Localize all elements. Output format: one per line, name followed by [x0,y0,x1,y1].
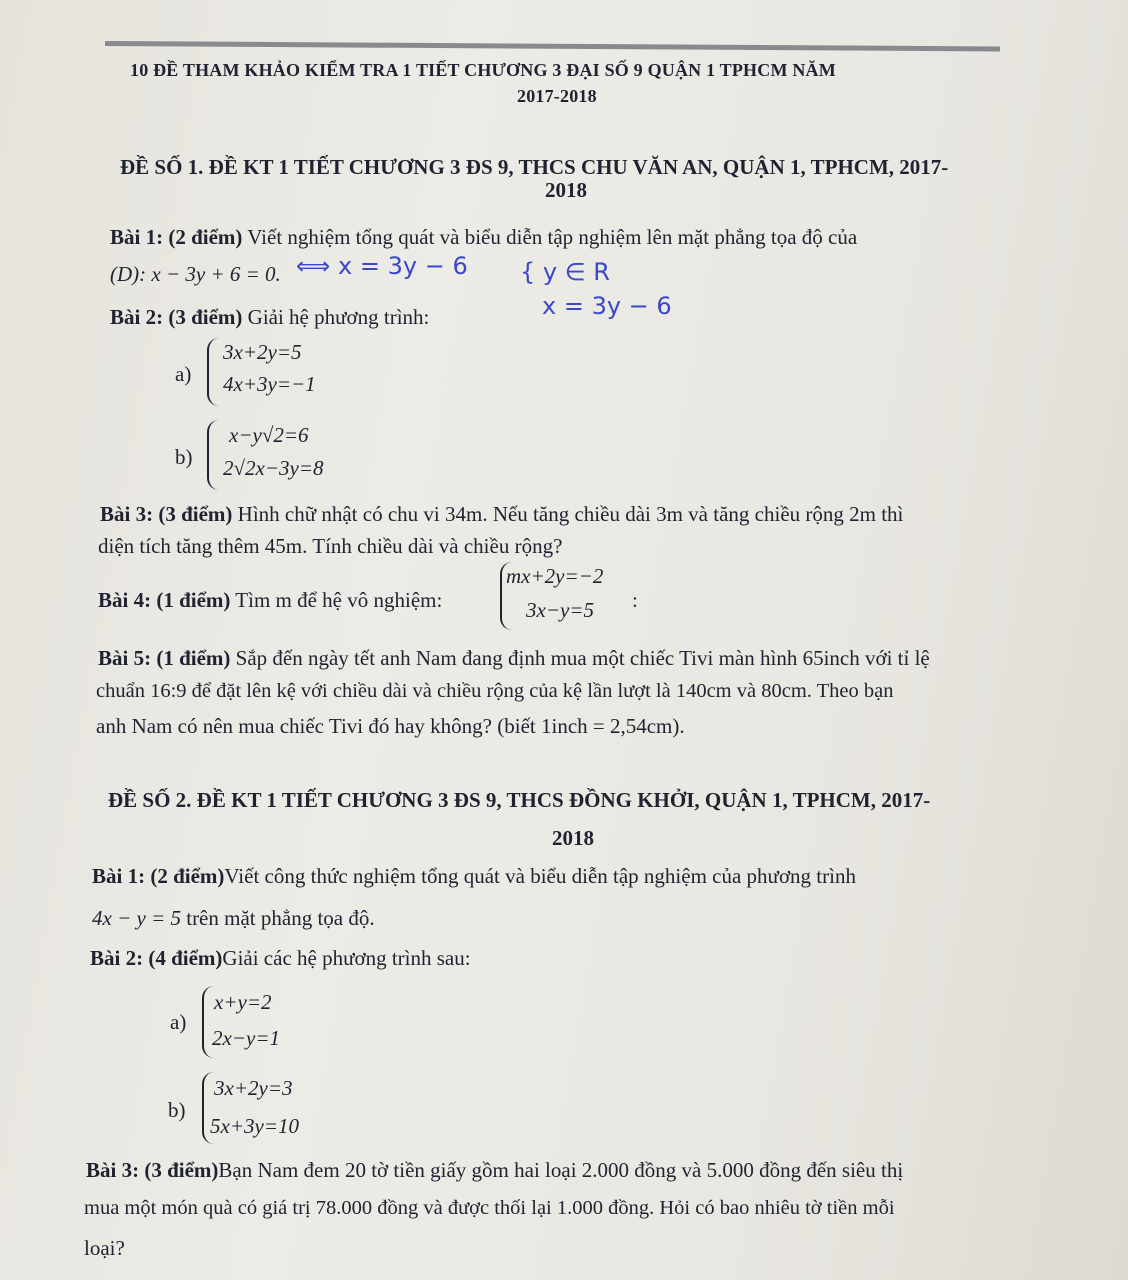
exam1-bai4 [98,588,442,613]
exam1-bai1-text: Viết nghiệm tổng quát và biểu diễn tập nghiệm lên mặt phẳng tọa độ của [242,225,858,249]
exam1-part-b-label: b) [175,445,193,469]
exam1-bai3-text1: Hình chữ nhật có chu vi 34m. Nếu tăng chiều dài 3m và tăng chiều rộng 2m thì [232,502,904,526]
exam1-bai5-text2: chuẩn 16:9 để đặt lên kệ với chiều dài và chiều rộng của kệ lần lượt là 140cm và 80cm. Theo bạn [96,680,894,702]
exam2-system-a [202,986,342,1058]
exam1-heading: ĐỀ SỐ 1. ĐỀ KT 1 TIẾT CHƯƠNG 3 ĐS 9, THCS CHU VĂN AN, QUẬN 1, TPHCM, 2017- [120,155,949,179]
exam2-part-b-label: b) [168,1098,186,1122]
handwritten-note-1: ⟺ x = 3y − 6 [296,252,468,280]
exam2-bai2-text: Giải các hệ phương trình sau: [222,946,471,970]
brace-icon [207,338,223,406]
exam1-bai5-label: Bài 5: (1 điểm) [98,646,231,670]
handwritten-note-3: x = 3y − 6 [542,292,672,320]
exam1-system-bai4 [500,562,650,630]
exam1-bai4-label: Bài 4: (1 điểm) [98,588,231,612]
exam2-bai3-text2: mua một món quà có giá trị 78.000 đồng và được thối lại 1.000 đồng. Hỏi có bao nhiêu tờ tiền mỗi [84,1197,895,1219]
exam2-bai1-text2: trên mặt phẳng tọa độ. [180,906,375,930]
exam1-bai2-text: Giải hệ phương trình: [242,305,430,329]
exam2-a-eq1: x+y=2 [214,990,272,1014]
exam1-bai1-label: Bài 1: (2 điểm) [110,225,243,249]
exam2-b-eq2: 5x+3y=10 [210,1114,299,1138]
exam2-bai3-label: Bài 3: (3 điểm) [86,1158,219,1182]
exam2-bai1-text: Viết công thức nghiệm tổng quát và biểu diễn tập nghiệm của phương trình [224,864,856,888]
exam1-bai2 [110,305,429,330]
brace-icon [207,420,223,490]
exam2-system-b [202,1072,352,1144]
exam1-a-eq2: 4x+3y=−1 [223,372,316,396]
exam1-bai4-text: Tìm m để hệ vô nghiệm: [230,588,443,612]
document-title-year: 2017-2018 [517,86,597,106]
exam1-system-b [207,420,367,490]
exam2-heading-year: 2018 [552,826,594,850]
exam2-b-eq1: 3x+2y=3 [214,1076,293,1100]
handwritten-note-2: { y ∈ R [520,258,610,286]
exam1-b-eq2: 2√2x−3y=8 [223,456,324,480]
exam2-bai3-text3: loại? [84,1236,125,1260]
exam1-bai5-text3: anh Nam có nên mua chiếc Tivi đó hay không? (biết 1inch = 2,54cm). [96,714,685,738]
exam1-bai3 [100,502,903,527]
exam2-bai1 [92,864,856,889]
header-rule [105,41,1000,51]
exam1-part-a-label: a) [175,362,192,386]
exam1-a-eq1: 3x+2y=5 [223,340,302,364]
exam1-bai4-eq1: mx+2y=−2 [506,564,604,588]
exam2-bai1-line2 [92,906,375,931]
exam2-bai3-text1: Bạn Nam đem 20 tờ tiền giấy gồm hai loại 2.000 đồng và 5.000 đồng đến siêu thị [218,1158,904,1182]
exam2-bai3 [86,1158,903,1183]
exam1-bai1 [110,225,857,250]
exam2-bai2 [90,946,471,971]
document-title: 10 ĐỀ THAM KHẢO KIỂM TRA 1 TIẾT CHƯƠNG 3 ĐẠI SỐ 9 QUẬN 1 TPHCM NĂM [130,60,836,80]
exam1-bai3-label: Bài 3: (3 điểm) [100,502,233,526]
exam2-heading: ĐỀ SỐ 2. ĐỀ KT 1 TIẾT CHƯƠNG 3 ĐS 9, THCS ĐỒNG KHỞI, QUẬN 1, TPHCM, 2017- [108,788,931,812]
exam1-bai5-text1: Sắp đến ngày tết anh Nam đang định mua một chiếc Tivi màn hình 65inch với tỉ lệ [230,646,930,670]
exam1-b-eq1: x−y√2=6 [229,423,309,447]
exam2-bai2-label: Bài 2: (4 điểm) [90,946,223,970]
exam1-system-a [207,338,367,406]
exam2-a-eq2: 2x−y=1 [212,1026,280,1050]
exam2-bai1-label: Bài 1: (2 điểm) [92,864,225,888]
exam2-bai1-equation: 4x − y = 5 [92,906,181,930]
exam1-bai4-end: : [632,588,638,612]
exam1-bai4-eq2: 3x−y=5 [526,598,594,622]
exam1-heading-year: 2018 [545,178,587,202]
exam1-bai5 [98,646,930,671]
exam2-part-a-label: a) [170,1010,187,1034]
exam1-bai2-label: Bài 2: (3 điểm) [110,305,243,329]
exam1-bai3-text2: diện tích tăng thêm 45m. Tính chiều dài và chiều rộng? [98,534,563,558]
exam1-bai1-equation: (D): x − 3y + 6 = 0. [110,262,281,286]
